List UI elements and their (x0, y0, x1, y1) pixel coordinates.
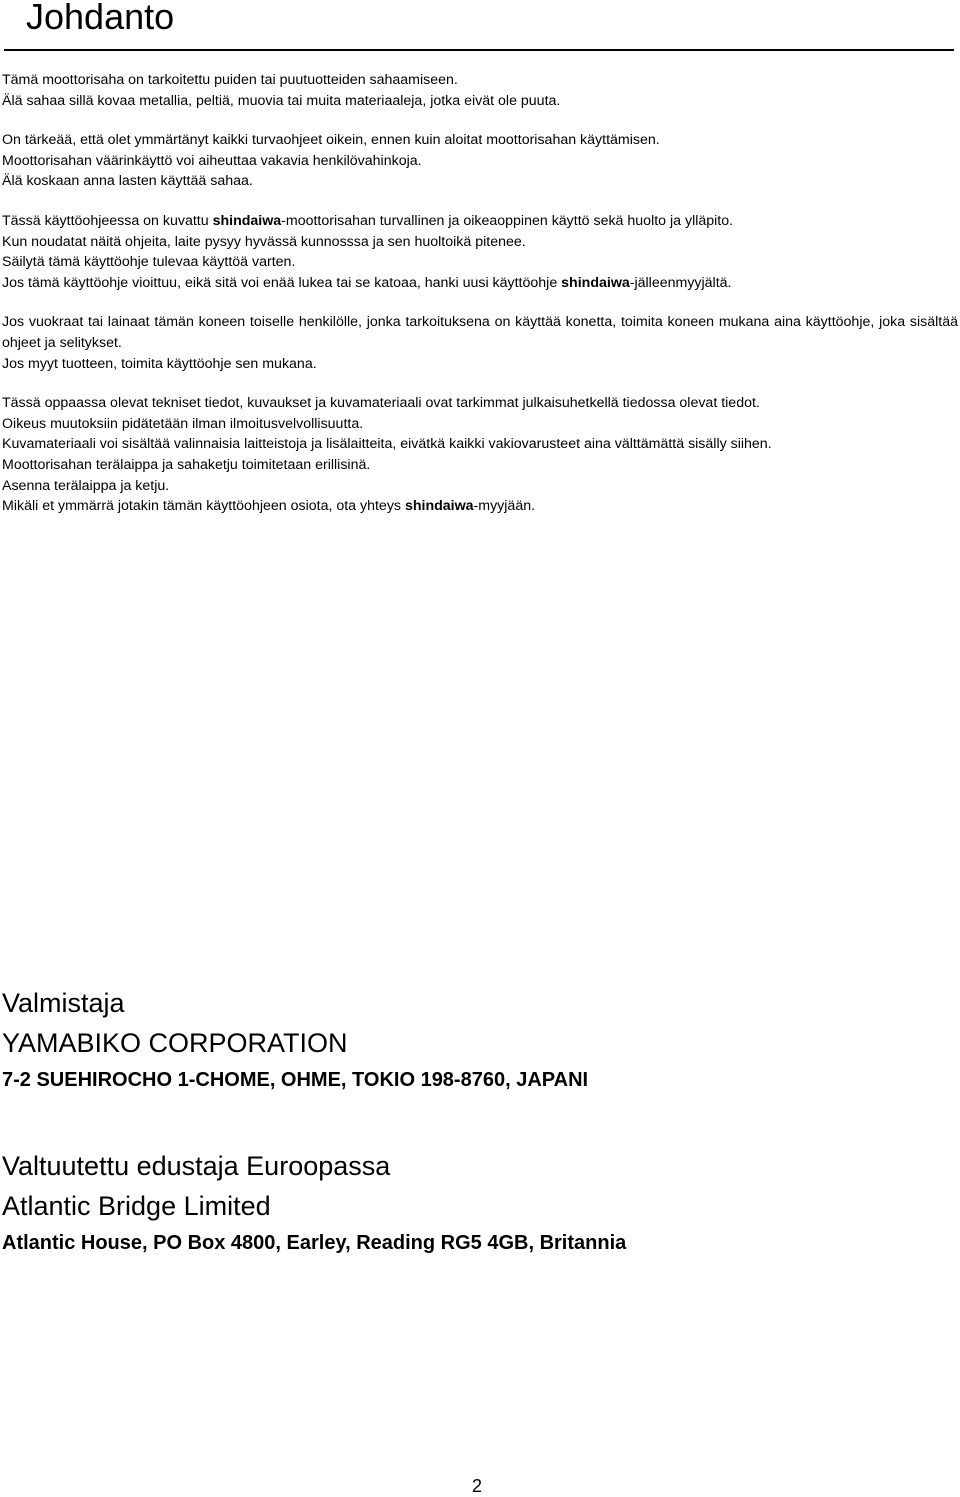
text-line: Säilytä tämä käyttöohje tulevaa käyttöä varten. (2, 254, 296, 271)
eu-representative-block (2, 1146, 626, 1260)
brand-name: shindaiwa (212, 212, 282, 229)
text-line: Oikeus muutoksiin pidätetään ilman ilmoitusvelvollisuutta. (2, 415, 364, 432)
text-line: Kun noudatat näitä ohjeita, laite pysyy hyvässä kunnosssa ja sen huoltoikä pitenee. (2, 233, 526, 250)
manufacturer-label: Valmistaja (2, 988, 125, 1018)
brand-name: shindaiwa (561, 274, 630, 291)
text-line: Asenna terälaippa ja ketju. (2, 477, 170, 494)
text-line: Jos myyt tuotteen, toimita käyttöohje sen mukana. (2, 355, 317, 372)
manufacturer-address: 7-2 SUEHIROCHO 1-CHOME, OHME, TOKIO 198-8760, JAPANI (2, 1069, 589, 1091)
text-line: Mikäli et ymmärrä jotakin tämän käyttöohjeen osiota, ota yhteys shindaiwa-myyjään. (2, 498, 536, 515)
representative-label: Valtuutettu edustaja Euroopassa (2, 1151, 391, 1181)
text-line: Älä koskaan anna lasten käyttää sahaa. (2, 173, 253, 190)
manual-paragraph (2, 211, 958, 293)
text-line: Jos vuokraat tai lainaat tämän koneen toiselle henkilölle, jonka tarkoituksena on käyttää konetta, toimita koneen mukana aina käyttöohje, joka sisältää ohjeet ja selitykset. (2, 314, 958, 351)
title-underline (4, 49, 954, 51)
text-line: Moottorisahan terälaippa ja sahaketju toimitetaan erillisinä. (2, 456, 371, 473)
text-line: Älä sahaa sillä kovaa metallia, peltiä, muovia tai muita materiaaleja, jotka eivät ole puuta. (2, 92, 561, 109)
brand-name: shindaiwa (404, 498, 474, 515)
lending-paragraph (2, 312, 958, 374)
page-number: 2 (472, 1476, 483, 1496)
specifications-paragraph (2, 393, 958, 517)
text-line: Kuvamateriaali voi sisältää valinnaisia laitteistoja ja lisälaitteita, eivätkä kaikki vakiovarusteet aina välttämättä sisälly siihen. (2, 436, 772, 453)
text-line: On tärkeää, että olet ymmärtänyt kaikki turvaohjeet oikein, ennen kuin aloitat moottorisahan käyttämisen. (2, 132, 660, 149)
document-body (2, 70, 958, 517)
text-line: Tässä käyttöohjeessa on kuvattu shindaiwa-moottorisahan turvallinen ja oikeaoppinen käyttö sekä huolto ja ylläpito. (2, 212, 734, 229)
representative-name: Atlantic Bridge Limited (2, 1191, 271, 1221)
representative-address: Atlantic House, PO Box 4800, Earley, Reading RG5 4GB, Britannia (2, 1232, 627, 1254)
intended-use-paragraph (2, 70, 958, 111)
manufacturer-name: YAMABIKO CORPORATION (2, 1028, 348, 1058)
text-line: Jos tämä käyttöohje vioittuu, eikä sitä voi enää lukea tai se katoaa, hanki uusi käyttöohje shindaiwa-jälleenmyyjältä. (2, 274, 732, 291)
text-line: Tämä moottorisaha on tarkoitettu puiden tai puutuotteiden sahaamiseen. (2, 72, 458, 88)
page-title: Johdanto (26, 0, 175, 37)
safety-paragraph (2, 130, 958, 192)
manufacturer-block (2, 983, 588, 1097)
text-line: Moottorisahan väärinkäyttö voi aiheuttaa vakavia henkilövahinkoja. (2, 152, 422, 169)
text-line: Tässä oppaassa olevat tekniset tiedot, kuvaukset ja kuvamateriaali ovat tarkimmat julkaisuhetkellä tiedossa olevat tiedot. (2, 395, 760, 412)
